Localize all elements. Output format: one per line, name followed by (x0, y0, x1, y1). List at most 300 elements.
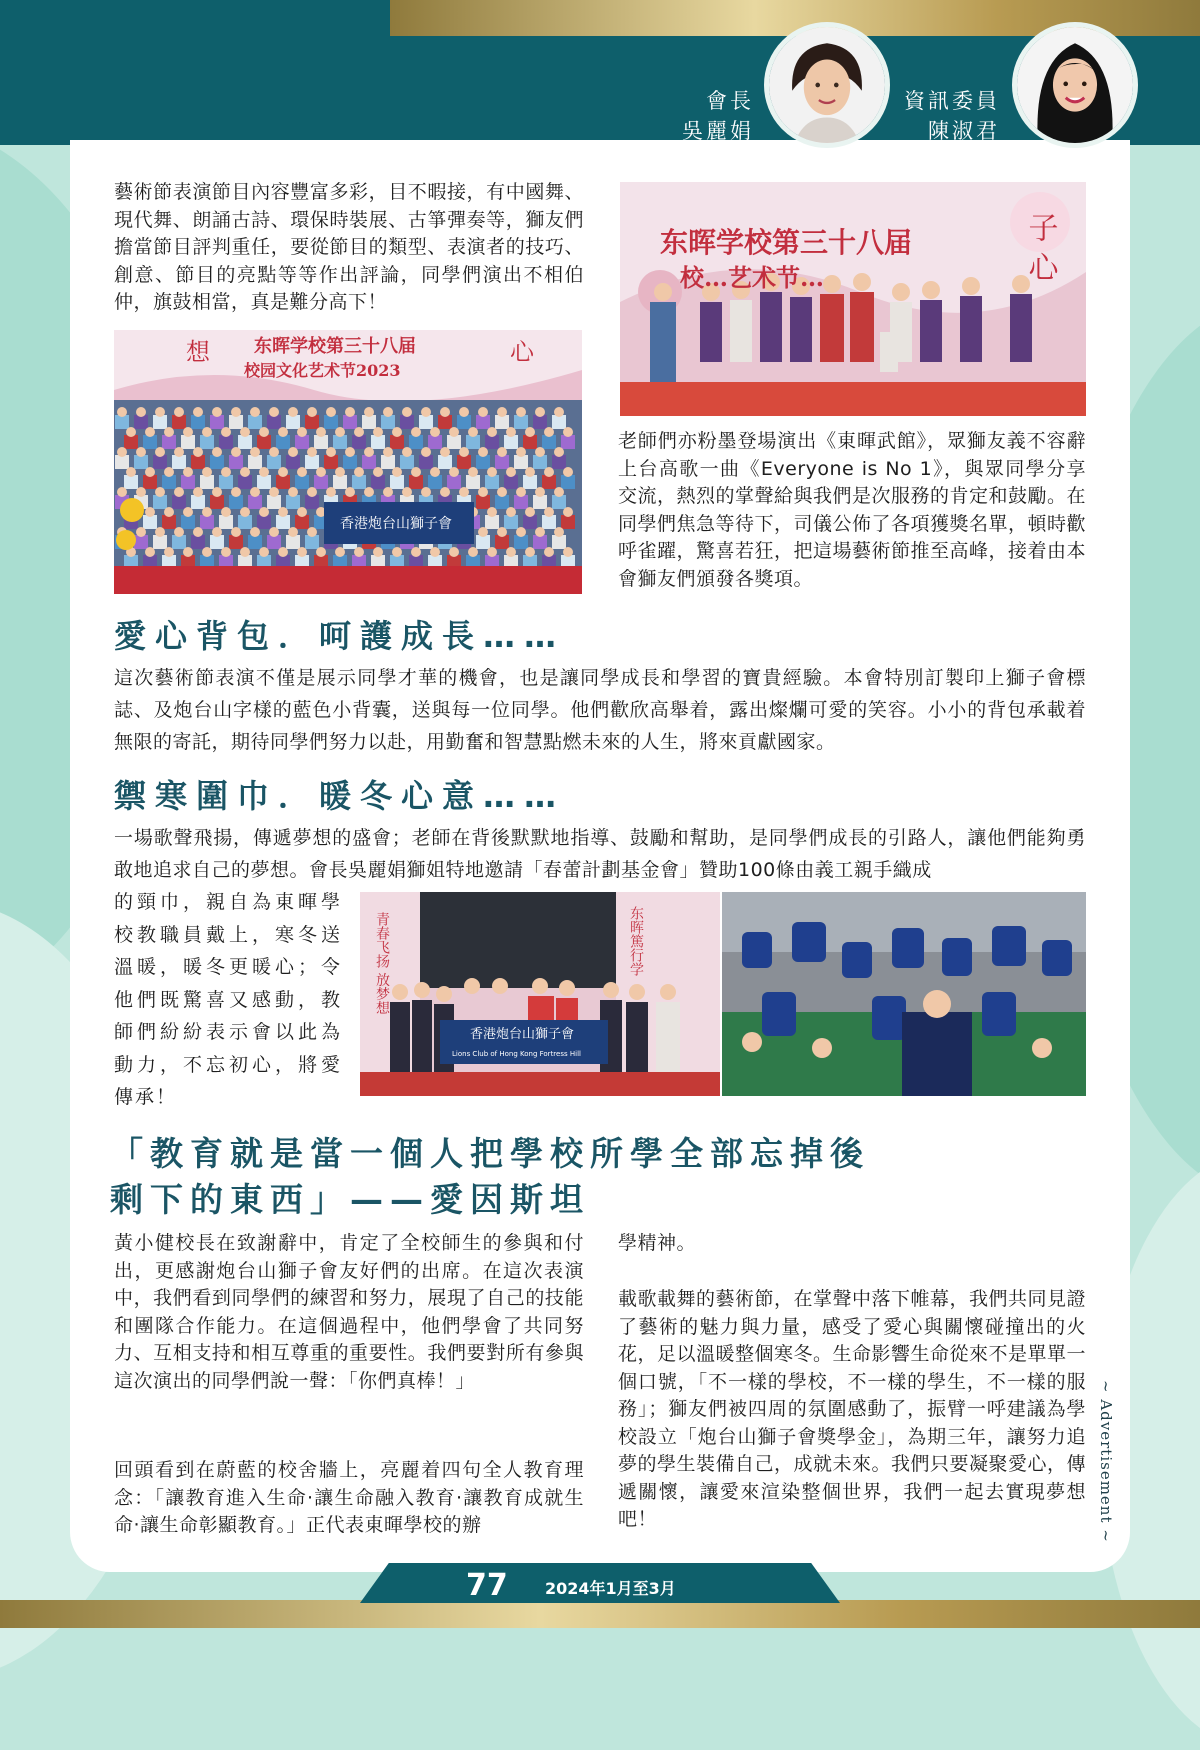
crowd-figure-head (478, 487, 488, 497)
president-name: 吳麗娟 (682, 119, 754, 143)
crowd-figure-head (544, 427, 554, 437)
crowd-figure (400, 455, 414, 469)
crowd-figure (390, 435, 404, 449)
info-committee-portrait (1012, 22, 1138, 148)
crowd-figure-head (563, 507, 573, 517)
crowd-figure (200, 515, 214, 529)
crowd-figure-head (316, 547, 326, 557)
lions-banner-text: 香港炮台山獅子會 (470, 1027, 575, 1042)
crowd-figure-head (297, 507, 307, 517)
crowd-figure-head (202, 467, 212, 477)
crowd-figure (286, 455, 300, 469)
crowd-figure (134, 415, 148, 429)
crowd-figure-head (126, 467, 136, 477)
crowd-figure (495, 455, 509, 469)
crowd-figure (495, 415, 509, 429)
crowd-figure-head (212, 527, 222, 537)
crowd-figure-head (278, 507, 288, 517)
crowd-figure (419, 455, 433, 469)
crowd-figure-head (525, 467, 535, 477)
crowd-figure-head (535, 447, 545, 457)
crowd-figure (400, 415, 414, 429)
crowd-figure-head (221, 427, 231, 437)
crowd-figure-head (212, 487, 222, 497)
crowd-figure-head (345, 407, 355, 417)
crowd-figure (191, 535, 205, 549)
crowd-figure-head (554, 447, 564, 457)
crowd-figure (257, 475, 271, 489)
crowd-figure (352, 475, 366, 489)
crowd-figure (229, 495, 243, 509)
crowd-figure (381, 455, 395, 469)
crowd-figure (523, 515, 537, 529)
crowd-figure-head (373, 427, 383, 437)
crowd-figure-head (316, 427, 326, 437)
crowd-figure-head (250, 447, 260, 457)
crowd-figure (533, 415, 547, 429)
crowd-figure-head (193, 527, 203, 537)
crowd-figure (191, 415, 205, 429)
crowd-figure-head (297, 547, 307, 557)
crowd-figure (238, 475, 252, 489)
crowd-figure-head (297, 467, 307, 477)
crowd-figure-head (392, 467, 402, 477)
crowd-figure-head (269, 447, 279, 457)
crowd-figure-head (136, 527, 146, 537)
crowd-figure-head (525, 507, 535, 517)
crowd-figure-head (459, 407, 469, 417)
crowd-figure (362, 415, 376, 429)
crowd-figure (324, 415, 338, 429)
crowd-figure-head (269, 407, 279, 417)
crowd-figure-head (193, 487, 203, 497)
crowd-figure-head (392, 547, 402, 557)
crowd-figure (561, 515, 575, 529)
crowd-figure-head (307, 447, 317, 457)
stage-banner-text: 东晖学校第三十八届 (660, 226, 913, 259)
crowd-figure (210, 495, 224, 509)
principal-paragraph: 黃小健校長在致謝辭中，肯定了全校師生的參與和付出，更感謝炮台山獅子會友好們的出席。在這次表演中，我們看到同學們的練習和努力，展現了自己的技能和團隊合作能力。在這個過程中，他們學會了共同努力、互相支持和相互尊重的重要性。我們要對所有參與這次演出的同學們說一聲：「你們真棒！」 (114, 1232, 584, 1392)
crowd-figure-head (307, 527, 317, 537)
crowd-figure-head (354, 427, 364, 437)
crowd-figure-head (335, 547, 345, 557)
crowd-figure (229, 415, 243, 429)
stage-side-text: 子 心 (1022, 212, 1058, 282)
crowd-figure-head (202, 547, 212, 557)
crowd-figure-head (269, 487, 279, 497)
crowd-figure-head (468, 547, 478, 557)
crowd-figure-head (155, 407, 165, 417)
crowd-figure (533, 455, 547, 469)
crowd-figure-head (440, 407, 450, 417)
teachers-paragraph: 老師們亦粉墨登場演出《東暉武館》，眾獅友義不容辭上台高歌一曲《Everyone is No 1》，與眾同學分享交流，熱烈的掌聲給與我們是次服務的肯定和鼓勵。在同學們焦急等待下，司儀公佈了各項獲獎名單，頓時歡呼雀躍，驚喜若狂，把這場藝術節推至高峰，接着由本會獅友們頒發各獎項。 (618, 430, 1087, 590)
crowd-figure-head (525, 547, 535, 557)
crowd-figure (371, 475, 385, 489)
crowd-figure-head (554, 487, 564, 497)
crowd-figure-head (174, 487, 184, 497)
crowd-figure-head (164, 427, 174, 437)
crowd-figure-head (183, 467, 193, 477)
crowd-figure-head (468, 427, 478, 437)
crowd-figure (523, 475, 537, 489)
crowd-figure-head (278, 547, 288, 557)
crowd-figure-head (307, 407, 317, 417)
crowd-figure-head (288, 527, 298, 537)
crowd-figure-head (449, 427, 459, 437)
crowd-figure-head (259, 547, 269, 557)
school-group-photo (114, 330, 582, 594)
crowd-figure (324, 455, 338, 469)
crowd-figure (143, 515, 157, 529)
crowd-figure-head (449, 547, 459, 557)
crowd-figure (200, 475, 214, 489)
crowd-figure (153, 415, 167, 429)
crowd-figure-head (126, 427, 136, 437)
crowd-figure-head (411, 547, 421, 557)
crowd-figure-head (155, 447, 165, 457)
crowd-figure-head (478, 447, 488, 457)
crowd-figure-head (212, 407, 222, 417)
crowd-figure (514, 415, 528, 429)
crowd-figure-head (164, 467, 174, 477)
crowd-figure (504, 475, 518, 489)
crowd-figure-head (421, 487, 431, 497)
crowd-figure (305, 415, 319, 429)
crowd-figure (295, 435, 309, 449)
crowd-figure (343, 415, 357, 429)
crowd-figure (561, 435, 575, 449)
crowd-figure (229, 455, 243, 469)
crowd-figure (409, 475, 423, 489)
crowd-figure (457, 455, 471, 469)
crowd-figure-head (316, 467, 326, 477)
crowd-figure-head (459, 447, 469, 457)
crowd-figure (476, 495, 490, 509)
crowd-figure (172, 415, 186, 429)
crowd-figure-head (373, 547, 383, 557)
crowd-figure (191, 455, 205, 469)
crowd-figure (115, 415, 129, 429)
crowd-figure (153, 535, 167, 549)
crowd-figure (267, 455, 281, 469)
crowd-figure-head (136, 487, 146, 497)
crowd-figure (162, 475, 176, 489)
crowd-figure (267, 415, 281, 429)
crowd-figure (419, 415, 433, 429)
crowd-figure-head (516, 487, 526, 497)
crowd-figure (504, 515, 518, 529)
crowd-figure (286, 495, 300, 509)
crowd-figure-head (240, 507, 250, 517)
crowd-figure (200, 435, 214, 449)
crowd-figure-head (487, 427, 497, 437)
crowd-figure-head (354, 547, 364, 557)
crowd-figure (286, 535, 300, 549)
crowd-figure (371, 435, 385, 449)
issue-date: 2024年1月至3月 (545, 1579, 676, 1598)
president-title: 會長 (706, 89, 754, 113)
crowd-figure-head (240, 467, 250, 477)
crowd-figure (172, 495, 186, 509)
crowd-figure-head (506, 427, 516, 437)
crowd-figure (295, 475, 309, 489)
school-spirit-line: 學精神。 (618, 1232, 697, 1254)
crowd-figure-head (468, 467, 478, 477)
crowd-figure-head (278, 427, 288, 437)
crowd-figure-head (117, 407, 127, 417)
crowd-figure (409, 435, 423, 449)
crowd-figure-head (497, 527, 507, 537)
crowd-figure-head (535, 487, 545, 497)
crowd-figure-head (383, 487, 393, 497)
crowd-figure-head (297, 427, 307, 437)
group-banner-text: 东晖学校第三十八届 (254, 336, 416, 357)
president-portrait (764, 22, 890, 148)
crowd-figure-head (364, 447, 374, 457)
crowd-figure (286, 415, 300, 429)
crowd-figure-head (563, 427, 573, 437)
crowd-figure (305, 455, 319, 469)
crowd-figure-head (174, 447, 184, 457)
crowd-figure (267, 495, 281, 509)
crowd-figure (552, 455, 566, 469)
crowd-figure (523, 435, 537, 449)
crowd-figure-head (411, 467, 421, 477)
crowd-figure-head (383, 407, 393, 417)
section-heading-backpack: 愛心背包．呵護成長…… (114, 617, 566, 655)
crowd-figure (305, 535, 319, 549)
crowd-figure-head (174, 527, 184, 537)
crowd-figure-head (544, 467, 554, 477)
crowd-figure (333, 435, 347, 449)
crowd-figure-head (402, 487, 412, 497)
crowd-figure-head (145, 467, 155, 477)
crowd-figure (466, 475, 480, 489)
backpack-paragraph: 這次藝術節表演不僅是展示同學才華的機會，也是讓同學成長和學習的寶貴經驗。本會特別訂製印上獅子會標誌、及炮台山字樣的藍色小背囊，送與每一位同學。他們歡欣高舉着，露出燦爛可愛的笑容。小小的背包承載着無限的寄託，期待同學們努力以赴，用勤奮和智慧點燃未來的人生，將來貢獻國家。 (114, 667, 1086, 753)
info-committee-title: 資訊委員 (904, 89, 1000, 113)
crowd-figure (447, 475, 461, 489)
crowd-figure-head (440, 447, 450, 457)
lions-banner-text-en: Lions Club of Hong Kong Fortress Hill (452, 1050, 581, 1058)
crowd-figure (542, 515, 556, 529)
advertisement-label: ~ Advertisement ~ (1097, 1380, 1115, 1543)
crowd-figure-head (250, 487, 260, 497)
crowd-figure-head (326, 487, 336, 497)
crowd-figure (276, 475, 290, 489)
conclusion-paragraph: 載歌載舞的藝術節，在掌聲中落下帷幕，我們共同見證了藝術的魅力與力量，感受了愛心與關懷碰撞出的火花，足以溫暖整個寒冬。生命影響生命從來不是單單一個口號，「不一樣的學校，不一樣的學生，不一樣的服務」；獅友們被四周的氛圍感動了，振臂一呼建議為學校設立「炮台山獅子會獎學金」，為期三年，讓努力追夢的學生裝備自己，成就未來。我們只要凝聚愛心，傳遞關懷，讓愛來渲染整個世界，我們一起去實現夢想吧！ (618, 1288, 1087, 1530)
crowd-figure (134, 455, 148, 469)
crowd-figure-head (307, 487, 317, 497)
einstein-quote-line1: 「教育就是當一個人把學校所學全部忘掉後 (110, 1134, 870, 1173)
crowd-figure-head (193, 447, 203, 457)
crowd-figure-head (231, 487, 241, 497)
crowd-figure-head (345, 487, 355, 497)
crowd-figure (181, 475, 195, 489)
crowd-figure (447, 435, 461, 449)
crowd-figure-head (421, 447, 431, 457)
crowd-figure (552, 495, 566, 509)
crowd-figure (257, 515, 271, 529)
crowd-figure-head (145, 507, 155, 517)
crowd-figure (533, 535, 547, 549)
scarf-paragraph-side: 的頸巾，親自為東暉學校教職員戴上，寒冬送溫暖，暖冬更暖心；令他們既驚喜又感動，教師們紛紛表示會以此為動力，不忘初心，將愛傳承！ (114, 891, 342, 1108)
crowd-figure-head (459, 487, 469, 497)
crowd-figure-head (430, 467, 440, 477)
crowd-figure (552, 535, 566, 549)
crowd-figure (143, 475, 157, 489)
crowd-figure-head (440, 487, 450, 497)
crowd-figure (362, 455, 376, 469)
crowd-figure-head (525, 427, 535, 437)
crowd-figure-head (278, 467, 288, 477)
crowd-figure-head (117, 447, 127, 457)
crowd-figure (495, 495, 509, 509)
crowd-figure (172, 535, 186, 549)
crowd-figure (143, 435, 157, 449)
crowd-figure (124, 475, 138, 489)
crowd-figure-head (544, 547, 554, 557)
crowd-figure (181, 515, 195, 529)
einstein-quote-line2: 剩下的東西」——愛因斯坦 (110, 1180, 590, 1219)
crowd-figure (181, 435, 195, 449)
crowd-figure-head (411, 427, 421, 437)
crowd-figure-head (136, 447, 146, 457)
crowd-figure-head (497, 447, 507, 457)
crowd-figure-head (221, 467, 231, 477)
lions-flag-group-photo (360, 892, 720, 1096)
crowd-figure-head (164, 507, 174, 517)
crowd-figure-head (354, 467, 364, 477)
crowd-figure-head (478, 407, 488, 417)
crowd-figure-head (212, 447, 222, 457)
group-side-left: 想 (186, 338, 210, 366)
crowd-figure-head (516, 447, 526, 457)
crowd-figure-head (231, 527, 241, 537)
crowd-figure (134, 535, 148, 549)
crowd-figure (314, 475, 328, 489)
crowd-figure-head (145, 427, 155, 437)
crowd-figure-head (335, 467, 345, 477)
students-backpack-photo (722, 892, 1086, 1096)
crowd-figure-head (392, 427, 402, 437)
crowd-figure (276, 515, 290, 529)
crowd-figure (267, 535, 281, 549)
crowd-figure-head (164, 547, 174, 557)
values-paragraph: 回頭看到在蔚藍的校舍牆上，亮麗着四句全人教育理念：「讓教育進入生命‧讓生命融入教育‧讓教育成就生命‧讓生命彰顯教育。」正代表東暉學校的辦 (114, 1459, 584, 1536)
flag-photo-side-text: 青春飞扬 放梦想 (374, 912, 390, 1015)
crowd-figure (172, 455, 186, 469)
page-number: 77 (466, 1568, 508, 1603)
crowd-figure (191, 495, 205, 509)
crowd-figure-head (288, 407, 298, 417)
crowd-figure (495, 535, 509, 549)
crowd-figure-head (506, 507, 516, 517)
crowd-figure (381, 415, 395, 429)
crowd-figure-head (231, 447, 241, 457)
crowd-figure-head (259, 507, 269, 517)
crowd-figure (343, 455, 357, 469)
crowd-figure-head (383, 447, 393, 457)
crowd-figure (162, 515, 176, 529)
crowd-figure-head (145, 547, 155, 557)
crowd-figure (238, 515, 252, 529)
crowd-figure (428, 475, 442, 489)
crowd-figure-head (288, 447, 298, 457)
crowd-figure-head (430, 547, 440, 557)
crowd-figure-head (554, 527, 564, 537)
crowd-figure (295, 515, 309, 529)
crowd-figure-head (506, 467, 516, 477)
crowd-figure (229, 535, 243, 549)
crowd-figure (314, 435, 328, 449)
crowd-figure (124, 435, 138, 449)
group-side-right: 心 (510, 338, 534, 366)
crowd-figure-head (250, 407, 260, 417)
crowd-figure-head (516, 407, 526, 417)
crowd-figure (210, 455, 224, 469)
crowd-figure (542, 475, 556, 489)
crowd-figure-head (155, 527, 165, 537)
crowd-figure (485, 435, 499, 449)
crowd-figure (466, 435, 480, 449)
crowd-figure-head (364, 487, 374, 497)
crowd-figure (485, 515, 499, 529)
crowd-figure-head (326, 447, 336, 457)
crowd-figure-head (288, 487, 298, 497)
crowd-figure-head (487, 547, 497, 557)
footer-gold-band (0, 1600, 1200, 1628)
crowd-figure-head (117, 487, 127, 497)
crowd-figure (561, 475, 575, 489)
crowd-figure-head (345, 447, 355, 457)
crowd-figure-head (193, 407, 203, 417)
crowd-figure-head (259, 467, 269, 477)
crowd-figure (542, 435, 556, 449)
crowd-figure-head (421, 407, 431, 417)
crowd-figure-head (155, 487, 165, 497)
crowd-figure (552, 415, 566, 429)
crowd-figure-head (516, 527, 526, 537)
crowd-figure-head (240, 427, 250, 437)
crowd-figure-head (478, 527, 488, 537)
crowd-figure-head (373, 467, 383, 477)
crowd-figure-head (554, 407, 564, 417)
crowd-figure (504, 435, 518, 449)
group-banner-text-2: 校园文化艺术节2023 (244, 361, 401, 380)
crowd-figure-head (487, 507, 497, 517)
crowd-figure-head (497, 487, 507, 497)
president-label (640, 86, 754, 146)
crowd-figure-head (402, 407, 412, 417)
crowd-figure (210, 415, 224, 429)
crowd-figure-head (202, 427, 212, 437)
intro-paragraph: 藝術節表演節目內容豐富多彩，目不暇接，有中國舞、現代舞、朗誦古詩、環保時裝展、古箏彈奏等，獅友們擔當節目評判重任，要從節目的類型、表演者的技巧、創意、節目的亮點等等作出評論，同學們演出不相伯仲，旗鼓相當，真是難分高下！ (114, 181, 584, 313)
crowd-figure (276, 435, 290, 449)
crowd-figure-head (202, 507, 212, 517)
crowd-figure (514, 535, 528, 549)
crowd-figure (153, 495, 167, 509)
crowd-figure (219, 475, 233, 489)
crowd-figure (333, 475, 347, 489)
crowd-figure (476, 415, 490, 429)
crowd-figure-head (506, 547, 516, 557)
crowd-figure-head (231, 407, 241, 417)
crowd-figure-head (487, 467, 497, 477)
stage-banner-text-2: 校…艺术节… (680, 263, 824, 292)
scarf-paragraph-top: 一場歌聲飛揚，傳遞夢想的盛會；老師在背後默默地指導、鼓勵和幫助，是同學們成長的引路人，讓他們能夠勇敢地追求自己的夢想。會長吳麗娟獅姐特地邀請「春蕾計劃基金會」贊助100條由義工親手織成 (114, 827, 1086, 881)
lions-flag-text: 香港炮台山獅子會 (340, 516, 452, 532)
crowd-figure-head (535, 407, 545, 417)
